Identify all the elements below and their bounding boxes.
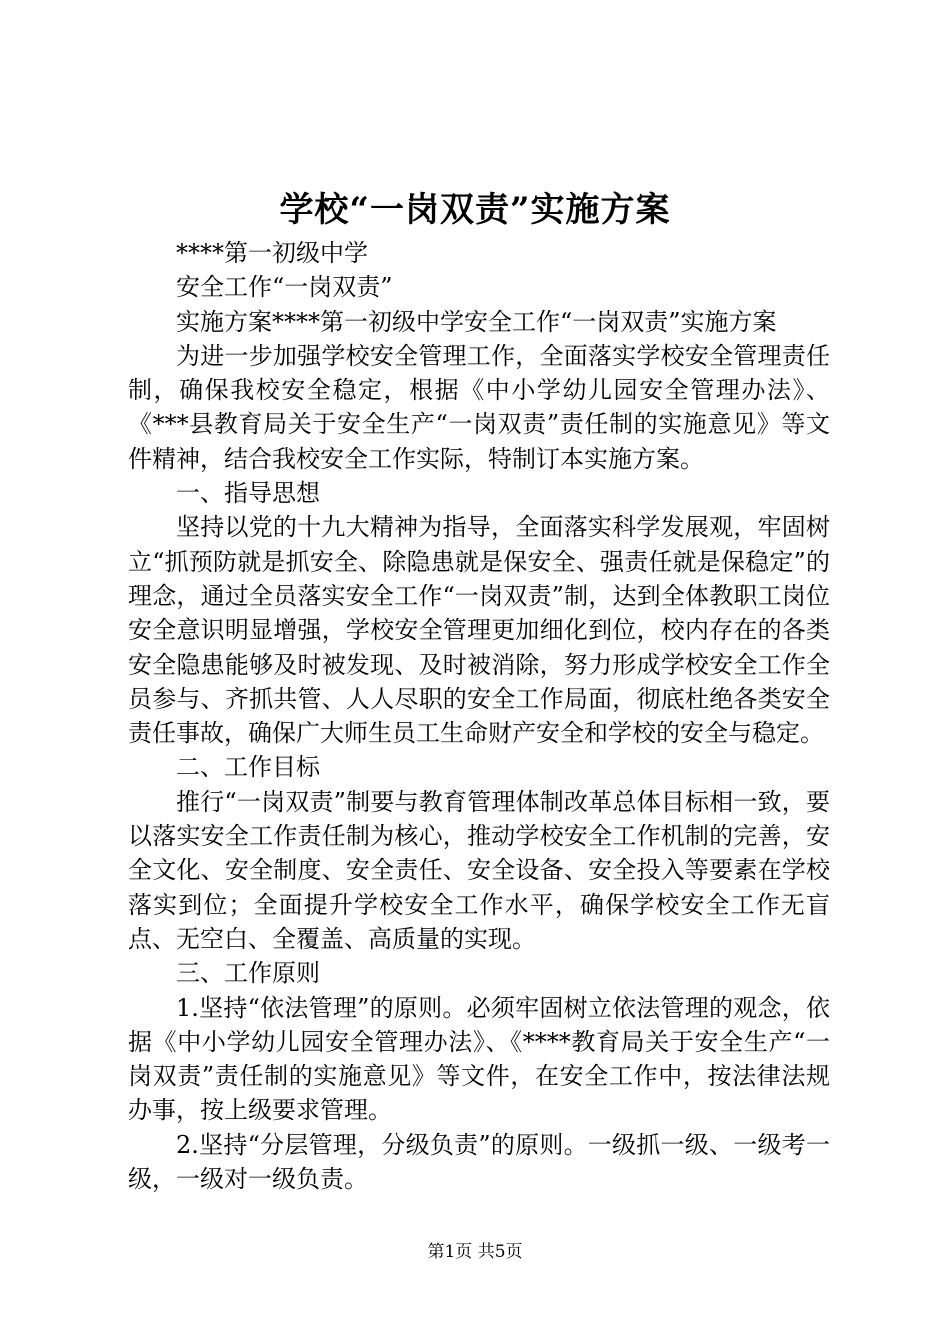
document-body — [128, 236, 830, 1196]
section-heading-work-goals: 二、工作目标 — [176, 753, 320, 782]
document-title: 学校“一岗双责”实施方案 — [279, 190, 671, 230]
subtitle-line: 安全工作“一岗双责” — [176, 273, 393, 302]
intro-paragraph: 为进一步加强学校安全管理工作，全面落实学校安全管理责任制，确保我校安全稳定，根据《中小学幼儿园安全管理办法》、《***县教育局关于安全生产“一岗双责”责任制的实施意见》等文件精神，结合我校安全工作实际，特制订本实施方案。 — [128, 341, 830, 473]
guiding-ideology-paragraph: 坚持以党的十九大精神为指导，全面落实科学发展观，牢固树立“抓预防就是抓安全、除隐患就是保安全、强责任就是保稳定”的理念，通过全员落实安全工作“一岗双责”制，达到全体教职工岗位安全意识明显增强，学校安全管理更加细化到位，校内存在的各类安全隐患能够及时被发现、及时被消除，努力形成学校安全工作全员参与、齐抓共管、人人尽职的安全工作局面，彻底杜绝各类安全责任事故，确保广大师生员工生命财产安全和学校的安全与稳定。 — [128, 513, 830, 748]
section-heading-work-principles: 三、工作原则 — [176, 959, 320, 988]
section-heading-guiding-ideology: 一、指导思想 — [176, 479, 320, 508]
plan-heading-line: 实施方案****第一初级中学安全工作“一岗双责”实施方案 — [176, 307, 777, 336]
page-footer: 第1页 共5页 — [427, 1242, 523, 1262]
principle-1-paragraph: 1.坚持“依法管理”的原则。必须牢固树立依法管理的观念，依据《中小学幼儿园安全管理办法》、《****教育局关于安全生产“一岗双责”责任制的实施意见》等文件，在安全工作中，按法律法规办事，按上级要求管理。 — [128, 993, 830, 1125]
work-goals-paragraph: 推行“一岗双责”制要与教育管理体制改革总体目标相一致，要以落实安全工作责任制为核心，推动学校安全工作机制的完善，安全文化、安全制度、安全责任、安全设备、安全投入等要素在学校落实到位；全面提升学校安全工作水平，确保学校安全工作无盲点、无空白、全覆盖、高质量的实现。 — [128, 787, 830, 953]
principle-2-paragraph: 2.坚持“分层管理，分级负责”的原则。一级抓一级、一级考一级，一级对一级负责。 — [128, 1130, 830, 1194]
school-name-line: ****第一初级中学 — [176, 239, 368, 267]
